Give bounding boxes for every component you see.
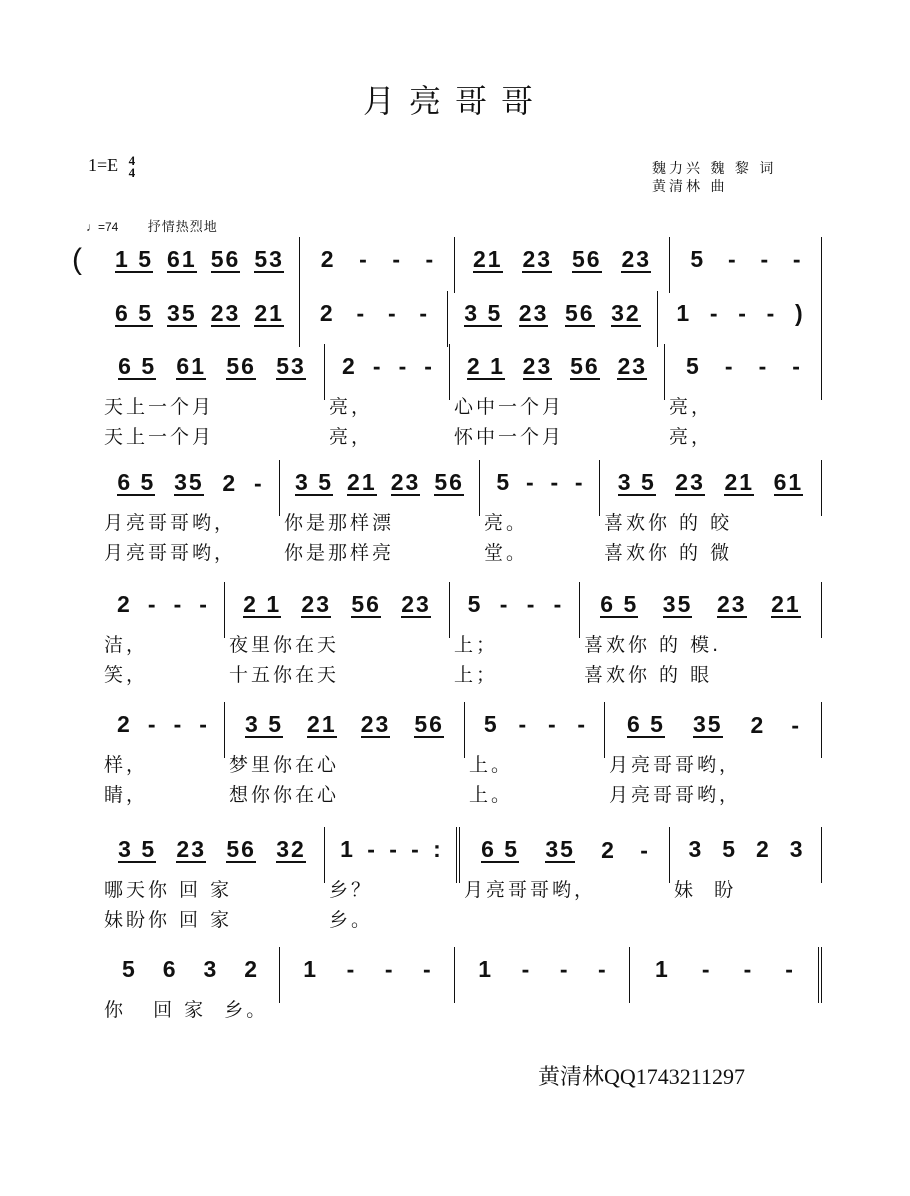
eighth-note-pair: 3 5	[118, 836, 157, 862]
eighth-note-pair: 56	[570, 353, 600, 379]
measure	[630, 947, 822, 1003]
dash-extension: -	[423, 956, 431, 982]
dash-extension: -	[547, 711, 556, 737]
lyric-verse-1: 亮，	[329, 396, 374, 418]
quarter-note: 1	[676, 300, 690, 326]
time-top: 4	[128, 153, 136, 168]
quarter-note: 1	[340, 836, 353, 862]
measure	[100, 947, 280, 1021]
lyric-verse-2: 天上一个月	[104, 426, 215, 448]
dash-extension: -	[577, 711, 586, 737]
lyric-verse-2: 亮，	[669, 426, 714, 448]
eighth-note-pair: 1 5	[115, 246, 153, 272]
dash-extension: -	[709, 300, 718, 326]
measure-notes	[300, 247, 454, 271]
eighth-note-pair: 35	[545, 836, 575, 862]
dash-extension: -	[424, 353, 432, 379]
eighth-note-pair: 35	[662, 591, 693, 617]
measure	[100, 237, 300, 293]
eighth-note-pair: 23	[210, 300, 241, 326]
dash-extension: -	[640, 837, 648, 863]
eighth-note-pair: 3 5	[295, 469, 333, 495]
measure	[448, 291, 658, 347]
eighth-note-pair: 56	[351, 591, 381, 617]
lyric-verse-1: 你是那样漂	[284, 512, 395, 534]
lyricist: 魏力兴 魏 黎 词	[652, 161, 777, 177]
eighth-note-pair: 32	[611, 300, 641, 326]
measure-notes	[325, 837, 456, 861]
dash-extension: -	[367, 836, 375, 862]
quarter-note: 2	[244, 956, 258, 982]
lyric-verse-1: 喜欢你 的 模.	[584, 634, 722, 656]
eighth-note-pair: 23	[176, 836, 207, 862]
measure-notes	[600, 470, 821, 496]
time-signature	[129, 155, 136, 179]
eighth-note-pair: 23	[301, 591, 332, 617]
eighth-note-pair: 23	[716, 591, 747, 617]
eighth-note-pair: 2 1	[466, 353, 505, 379]
lyric-verse-1: 妹 盼	[674, 879, 737, 901]
dash-extension: -	[758, 353, 767, 379]
measure-notes	[100, 470, 279, 496]
quarter-note: 2	[601, 837, 614, 863]
eighth-note-pair: 6 5	[115, 300, 153, 326]
eighth-note-pair: 21	[347, 469, 377, 495]
quarter-note: 6	[162, 956, 176, 982]
measure-notes	[448, 301, 657, 327]
lyric-verse-1: 月亮哥哥哟，	[104, 512, 237, 534]
eighth-note-pair: 23	[675, 469, 705, 495]
lyric-verse-1: 上。	[469, 754, 514, 776]
dash-extension: -	[387, 300, 396, 326]
footer-contact: 黄清林QQ1743211297	[538, 1064, 745, 1089]
eighth-note-pair: 35	[692, 711, 723, 737]
measure	[100, 702, 225, 806]
quarter-note: 3	[789, 836, 803, 862]
dash-extension: -	[419, 300, 428, 326]
quarter-note: 2	[342, 353, 355, 379]
dash-extension: -	[392, 246, 400, 272]
measure-notes	[465, 712, 604, 736]
eighth-note-pair: 56	[564, 300, 595, 326]
measure-notes	[280, 957, 454, 981]
eighth-note-pair: 3 5	[464, 300, 503, 326]
dash-extension: -	[346, 956, 355, 982]
dash-extension: -	[372, 353, 381, 379]
measure	[280, 460, 480, 564]
measure	[460, 827, 670, 901]
measure-notes	[100, 712, 224, 736]
lyric-verse-2: 月亮哥哥哟，	[609, 784, 742, 806]
eighth-note-pair: 35	[167, 300, 197, 326]
dash-extension: -	[389, 836, 397, 862]
eighth-note-pair: 61	[167, 246, 197, 272]
lyric-verse-1: 夜里你在天	[229, 634, 340, 656]
dash-extension: -	[356, 300, 365, 326]
song-title: 月亮哥哥	[362, 82, 547, 120]
eighth-note-pair: 21	[472, 246, 503, 272]
lyric-verse-1: 亮，	[669, 396, 714, 418]
eighth-note-pair: 6 5	[118, 353, 157, 379]
measure	[450, 582, 580, 686]
eighth-note-pair: 6 5	[626, 711, 665, 737]
eighth-note-pair: 6 5	[117, 469, 156, 495]
quarter-note: 1	[655, 956, 668, 982]
bracket-symbol: :	[433, 836, 441, 862]
lyric-verse-2: 堂。	[484, 542, 529, 564]
measure-notes	[580, 592, 821, 618]
lyric-verse-1: 亮。	[484, 512, 529, 534]
measure-notes	[100, 301, 299, 327]
eighth-note-pair: 56	[226, 353, 256, 379]
quarter-note: 5	[690, 246, 704, 272]
lyric-verse-1: 梦里你在心	[229, 754, 340, 776]
dash-extension: -	[785, 956, 793, 982]
dash-extension: -	[518, 711, 527, 737]
lyric-verse-1: 你 回 家 乡。	[104, 999, 269, 1021]
dash-extension: -	[147, 711, 156, 737]
measure-notes	[300, 301, 447, 325]
quarter-note: 2	[222, 470, 236, 496]
lyric-verse-1: 上；	[454, 634, 499, 656]
dash-extension: -	[701, 956, 710, 982]
measure-notes	[100, 957, 279, 981]
measure-notes	[100, 837, 324, 863]
dash-extension: -	[526, 591, 535, 617]
dash-extension: -	[559, 956, 568, 982]
eighth-note-pair: 23	[401, 591, 431, 617]
eighth-note-pair: 32	[276, 836, 306, 862]
dash-extension: -	[173, 711, 182, 737]
measure-notes	[455, 957, 629, 981]
quarter-note: 2	[117, 591, 130, 617]
composer: 黄清林 曲	[652, 179, 728, 195]
eighth-note-pair: 6 5	[600, 591, 639, 617]
lyric-verse-2: 喜欢你 的 微	[604, 542, 733, 564]
dash-extension: -	[792, 353, 800, 379]
lyric-verse-2: 上；	[454, 664, 499, 686]
eighth-note-pair: 61	[176, 353, 207, 379]
dash-extension: -	[792, 246, 801, 272]
tempo-mark: ♩=74	[86, 220, 119, 234]
eighth-note-pair: 23	[522, 246, 553, 272]
key-signature	[88, 155, 135, 179]
lyric-verse-1: 乡？	[329, 879, 374, 901]
lyric-verse-1: 月亮哥哥哟，	[464, 879, 597, 901]
dash-extension: -	[525, 469, 534, 495]
eighth-note-pair: 53	[254, 246, 284, 272]
quarter-note: 5	[483, 711, 497, 737]
dash-extension: -	[553, 591, 562, 617]
eighth-note-pair: 56	[414, 711, 444, 737]
quarter-note: 2	[320, 246, 334, 272]
measure	[465, 702, 605, 806]
dash-extension: -	[574, 469, 583, 495]
quarter-note: 2	[319, 300, 333, 326]
measure	[605, 702, 822, 806]
lyric-verse-2: 笑，	[104, 664, 149, 686]
measure-notes	[630, 957, 818, 981]
measure-notes	[100, 354, 324, 380]
measure	[670, 237, 822, 293]
eighth-note-pair: 21	[307, 711, 337, 737]
eighth-note-pair: 53	[276, 353, 306, 379]
eighth-note-pair: 3 5	[617, 469, 656, 495]
measure-notes	[455, 247, 669, 273]
measure-notes	[480, 470, 599, 494]
quarter-note: 2	[755, 836, 769, 862]
lyric-verse-1: 洁，	[104, 634, 149, 656]
lyric-verse-2: 喜欢你 的 眼	[584, 664, 713, 686]
eighth-note-pair: 2 1	[243, 591, 282, 617]
quarter-note: 1	[303, 956, 317, 982]
measure	[100, 291, 300, 347]
measure	[325, 344, 450, 448]
eighth-note-pair: 23	[390, 469, 421, 495]
measure-notes	[670, 837, 821, 861]
lyric-verse-2: 睛，	[104, 784, 149, 806]
measure	[600, 460, 822, 564]
credits	[652, 160, 776, 196]
quarter-note: 5	[722, 836, 736, 862]
eighth-note-pair: 35	[174, 469, 204, 495]
quarter-note: 2	[750, 712, 764, 738]
eighth-note-pair: 6 5	[481, 836, 520, 862]
lyric-verse-1: 样，	[104, 754, 149, 776]
dash-extension: -	[199, 591, 207, 617]
measure	[225, 702, 465, 806]
quarter-note: 3	[688, 836, 702, 862]
measure-notes	[225, 712, 464, 738]
lyric-verse-2: 想你你在心	[229, 784, 340, 806]
eighth-note-pair: 56	[434, 469, 464, 495]
measure	[100, 460, 280, 564]
eighth-note-pair: 56	[571, 246, 602, 272]
eighth-note-pair: 23	[518, 300, 549, 326]
dash-extension: -	[398, 353, 407, 379]
lyric-verse-2: 怀中一个月	[454, 426, 565, 448]
lyric-verse-1: 心中一个月	[454, 396, 565, 418]
eighth-note-pair: 23	[360, 711, 391, 737]
eighth-note-pair: 21	[254, 300, 284, 326]
dash-extension: -	[738, 300, 746, 326]
lyric-verse-1: 月亮哥哥哟，	[609, 754, 742, 776]
measure-notes	[670, 247, 821, 271]
dash-extension: -	[550, 469, 559, 495]
measure-notes	[665, 354, 821, 378]
measure	[665, 344, 822, 448]
eighth-note-pair: 23	[621, 246, 652, 272]
measure-notes	[605, 712, 821, 738]
lyric-verse-2: 十五你在天	[229, 664, 340, 686]
eighth-note-pair: 23	[522, 353, 553, 379]
measure	[225, 582, 450, 686]
dash-extension: -	[147, 591, 156, 617]
measure-notes	[100, 247, 299, 273]
dash-extension: -	[598, 956, 606, 982]
open-parenthesis: (	[72, 243, 82, 276]
measure	[580, 582, 822, 686]
dash-extension: -	[411, 836, 419, 862]
dash-extension: -	[253, 470, 262, 496]
quarter-note: 1	[478, 956, 492, 982]
quarter-note: 5	[686, 353, 699, 379]
dash-extension: -	[766, 300, 775, 326]
measure-notes	[225, 592, 449, 618]
time-bottom: 4	[128, 165, 136, 180]
measure-notes	[100, 592, 224, 616]
measure	[100, 827, 325, 931]
measure	[280, 947, 455, 1003]
measure	[670, 827, 822, 901]
quarter-note: 5	[467, 591, 481, 617]
measure-notes	[450, 354, 664, 380]
eighth-note-pair: 3 5	[245, 711, 283, 737]
dash-extension: -	[791, 712, 799, 738]
measure	[455, 237, 670, 293]
expression-mark: 抒情热烈地	[147, 219, 218, 234]
measure	[450, 344, 665, 448]
measure	[325, 827, 460, 931]
dash-extension: -	[499, 591, 508, 617]
measure	[300, 291, 448, 347]
measure	[100, 582, 225, 686]
lyric-verse-2: 你是那样亮	[284, 542, 395, 564]
dash-extension: -	[760, 246, 769, 272]
dash-extension: -	[743, 956, 752, 982]
eighth-note-pair: 56	[226, 836, 256, 862]
eighth-note-pair: 21	[724, 469, 755, 495]
measure	[100, 344, 325, 448]
dash-extension: -	[521, 956, 530, 982]
measure	[455, 947, 630, 1003]
quarter-note: 5	[496, 469, 510, 495]
measure	[480, 460, 600, 564]
measure	[658, 291, 822, 347]
quarter-note: 2	[117, 711, 130, 737]
measure-notes	[460, 837, 669, 863]
lyric-verse-2: 上。	[469, 784, 514, 806]
dash-extension: -	[199, 711, 207, 737]
tempo	[86, 216, 218, 235]
dash-extension: -	[727, 246, 736, 272]
key-text: 1=E	[88, 155, 119, 176]
quarter-note: 5	[121, 956, 135, 982]
lyric-verse-1: 天上一个月	[104, 396, 215, 418]
eighth-note-pair: 56	[210, 246, 241, 272]
quarter-note: 3	[203, 956, 217, 982]
measure	[300, 237, 455, 293]
dash-extension: -	[359, 246, 367, 272]
eighth-note-pair: 21	[771, 591, 801, 617]
measure-notes	[658, 301, 821, 325]
dash-extension: -	[724, 353, 733, 379]
lyric-verse-1: 哪天你 回 家	[104, 879, 233, 901]
dash-extension: -	[425, 246, 434, 272]
lyric-verse-2: 乡。	[329, 909, 374, 931]
lyric-verse-2: 月亮哥哥哟，	[104, 542, 237, 564]
lyric-verse-1: 喜欢你 的 皎	[604, 512, 733, 534]
eighth-note-pair: 23	[617, 353, 648, 379]
eighth-note-pair: 61	[773, 469, 804, 495]
lyric-verse-2: 亮，	[329, 426, 374, 448]
lyric-verse-2: 妹盼你 回 家	[104, 909, 233, 931]
measure-notes	[280, 470, 479, 496]
measure-notes	[450, 592, 579, 616]
dash-extension: -	[384, 956, 393, 982]
bracket-symbol: )	[794, 300, 803, 326]
dash-extension: -	[173, 591, 182, 617]
measure-notes	[325, 354, 449, 378]
